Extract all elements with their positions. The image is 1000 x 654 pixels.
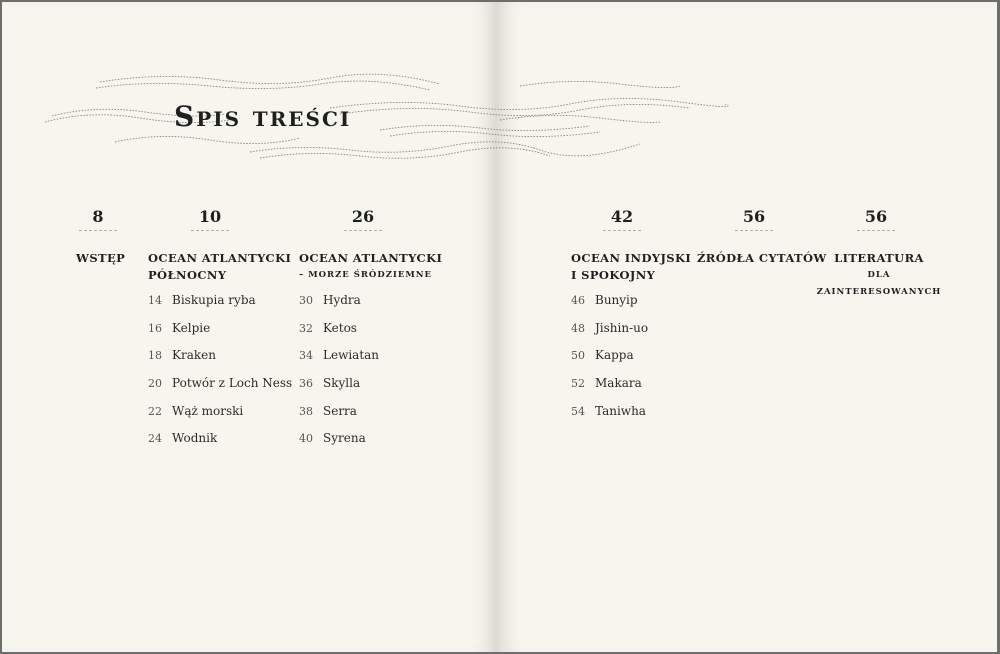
divider	[191, 230, 229, 231]
toc-entry[interactable]	[571, 348, 634, 362]
page-number: 56	[864, 207, 888, 226]
subheading: ZAINTERESOWANYCH	[816, 287, 942, 297]
divider	[79, 230, 117, 231]
section-heading	[148, 250, 291, 284]
entry-title: Wąż morski	[172, 404, 244, 418]
heading-line: OCEAN ATLANTYCKI	[148, 251, 292, 265]
toc-entry[interactable]	[299, 404, 357, 418]
entry-page: 16	[148, 322, 162, 335]
toc-entry[interactable]	[299, 376, 360, 390]
entry-page: 40	[299, 432, 313, 445]
page-number: 10	[198, 207, 222, 226]
entry-page: 38	[299, 405, 313, 418]
wave-ornament	[0, 0, 1000, 200]
entry-title: Ketos	[323, 321, 357, 335]
entry-title: Lewiatan	[323, 348, 380, 362]
heading-line: I SPOKOJNY	[571, 268, 656, 282]
toc-entry[interactable]	[299, 348, 379, 362]
entry-page: 20	[148, 377, 162, 390]
heading-line: OCEAN INDYJSKI	[571, 251, 692, 265]
divider	[344, 230, 382, 231]
heading-line: LITERATURA	[834, 251, 924, 265]
divider	[603, 230, 641, 231]
entry-page: 30	[299, 294, 313, 307]
section-heading: WSTĘP	[76, 251, 126, 265]
section-heading: ŹRÓDŁA CYTATÓW	[697, 251, 827, 265]
page-number: 56	[742, 207, 766, 226]
entry-page: 24	[148, 432, 162, 445]
entry-title: Taniwha	[595, 404, 646, 418]
page-number: 42	[610, 207, 634, 226]
entry-page: 34	[299, 349, 313, 362]
toc-entry[interactable]	[148, 404, 243, 418]
page-title: Spis treści	[174, 100, 352, 133]
entry-page: 46	[571, 294, 585, 307]
entry-title: Serra	[323, 404, 357, 418]
entry-page: 32	[299, 322, 313, 335]
heading-line: PÓŁNOCNY	[148, 268, 227, 282]
toc-entry[interactable]	[571, 404, 646, 418]
entry-page: 18	[148, 349, 162, 362]
entry-title: Kappa	[595, 348, 634, 362]
toc-entry[interactable]	[299, 321, 357, 335]
toc-entry[interactable]	[299, 431, 366, 445]
entry-title: Biskupia ryba	[172, 293, 256, 307]
entry-title: Skylla	[323, 376, 361, 390]
entry-page: 54	[571, 405, 585, 418]
entry-title: Hydra	[323, 293, 361, 307]
subheading: – MORZE ŚRÓDZIEMNE	[299, 270, 433, 280]
toc-entry[interactable]	[299, 293, 361, 307]
page-number: 8	[92, 207, 104, 226]
entry-title: Kelpie	[172, 321, 211, 335]
entry-page: 14	[148, 294, 162, 307]
entry-title: Syrena	[323, 431, 366, 445]
toc-entry[interactable]	[571, 321, 648, 335]
toc-entry[interactable]	[148, 321, 210, 335]
subheading: DLA	[867, 270, 891, 280]
entry-page: 52	[571, 377, 585, 390]
entry-page: 22	[148, 405, 162, 418]
section-heading	[571, 250, 691, 284]
section-heading	[816, 250, 942, 301]
entry-page: 50	[571, 349, 585, 362]
section-heading	[299, 250, 442, 284]
entry-page: 36	[299, 377, 313, 390]
toc-entry[interactable]	[148, 431, 217, 445]
entry-title: Bunyip	[595, 293, 638, 307]
entry-title: Wodnik	[172, 431, 218, 445]
toc-entry[interactable]	[571, 376, 642, 390]
toc-entry[interactable]	[148, 376, 292, 390]
toc-entry[interactable]	[571, 293, 638, 307]
entry-title: Kraken	[172, 348, 216, 362]
divider	[735, 230, 773, 231]
entry-title: Makara	[595, 376, 642, 390]
heading-line: OCEAN ATLANTYCKI	[299, 251, 443, 265]
entry-title: Jishin-uo	[595, 321, 649, 335]
toc-entry[interactable]	[148, 293, 256, 307]
page-number: 26	[351, 207, 375, 226]
divider	[857, 230, 895, 231]
entry-page: 48	[571, 322, 585, 335]
entry-title: Potwór z Loch Ness	[172, 376, 293, 390]
toc-entry[interactable]	[148, 348, 216, 362]
